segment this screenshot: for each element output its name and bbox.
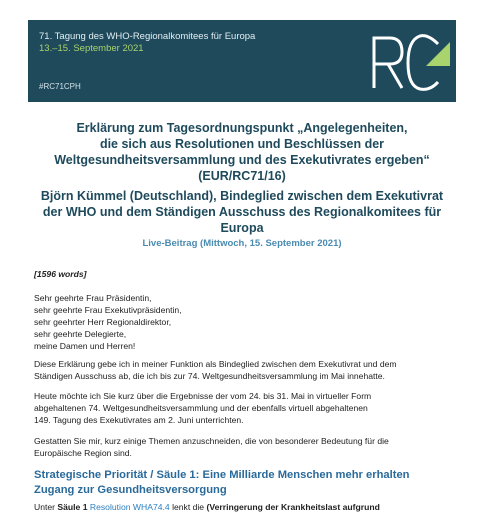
event-title: 71. Tagung des WHO-Regionalkomitees für Europa: [39, 31, 256, 42]
salutation-line: sehr geehrter Herr Regionaldirektor,: [34, 317, 172, 327]
statement-title: [28, 120, 456, 184]
paragraph-line: Ständigen Ausschuss ab, die ich bis zur 74. Weltgesundheitsversammlung im Mai innehatte.: [34, 371, 385, 381]
text-run: Unter: [34, 502, 58, 512]
subheading-line: Zugang zur Gesundheitsversorgung: [34, 484, 227, 496]
salutation: [34, 292, 449, 352]
paragraph-2: [34, 390, 449, 426]
logo-accent-shape: [426, 42, 450, 66]
subheading-line: Strategische Priorität / Säule 1: Eine Milliarde Menschen mehr erhalten: [34, 469, 410, 481]
text-run-bold: Säule 1: [57, 502, 88, 512]
title-line: (EUR/RC71/16): [198, 169, 286, 183]
text-run-bold: (Verringerung der Krankheitslast aufgrund: [206, 502, 380, 512]
event-banner: [28, 20, 456, 102]
resolution-link[interactable]: Resolution WHA74.4: [87, 502, 170, 512]
title-line: Erklärung zum Tagesordnungspunkt „Angelegenheiten,: [76, 121, 408, 135]
event-hashtag: #RC71CPH: [39, 82, 81, 91]
text-run: lenkt die: [169, 502, 207, 512]
speaker-line: Björn Kümmel (Deutschland), Bindeglied zwischen dem Exekutivrat: [40, 189, 444, 203]
section-subheading: [34, 468, 449, 498]
salutation-line: sehr geehrte Frau Exekutivpräsidentin,: [34, 305, 182, 315]
salutation-line: meine Damen und Herren!: [34, 341, 136, 351]
paragraph-line: Gestatten Sie mir, kurz einige Themen anzuschneiden, die von besonderer Bedeutung für die: [34, 436, 389, 446]
paragraph-line: Heute möchte ich Sie kurz über die Ergebnisse der vom 24. bis 31. Mai in virtueller Form: [34, 391, 372, 401]
salutation-line: Sehr geehrte Frau Präsidentin,: [34, 293, 152, 303]
body-line-truncated: [34, 502, 380, 512]
live-note: Live-Beitrag (Mittwoch, 15. September 2021): [142, 238, 342, 249]
paragraph-line: Europäische Region sind.: [34, 448, 132, 458]
paragraph-line: Diese Erklärung gebe ich in meiner Funktion als Bindeglied zwischen dem Exekutivrat und dem: [34, 359, 397, 369]
paragraph-3: [34, 435, 449, 459]
event-dates: 13.–15. September 2021: [39, 43, 144, 54]
speaker-line: der WHO und dem Ständigen Ausschuss des Regionalkomitees für: [42, 205, 442, 219]
salutation-line: sehr geehrte Delegierte,: [34, 329, 127, 339]
title-line: Weltgesundheitsversammlung und des Exekutivrates ergeben“: [54, 153, 430, 167]
paragraph-line: 149. Tagung des Exekutivrates am 2. Juni unterrichten.: [34, 415, 244, 425]
speaker-heading: [28, 188, 456, 236]
word-count: [1596 words]: [34, 269, 87, 279]
title-line: die sich aus Resolutionen und Beschlüssen der: [99, 137, 385, 151]
speaker-line: Europa: [220, 221, 264, 235]
paragraph-1: [34, 358, 449, 382]
rc71-logo: [368, 26, 450, 96]
paragraph-line: abgehaltenen 74. Weltgesundheitsversammlung und der ebenfalls virtuell abgehaltenen: [34, 403, 368, 413]
logo-letter-r: [374, 38, 402, 88]
